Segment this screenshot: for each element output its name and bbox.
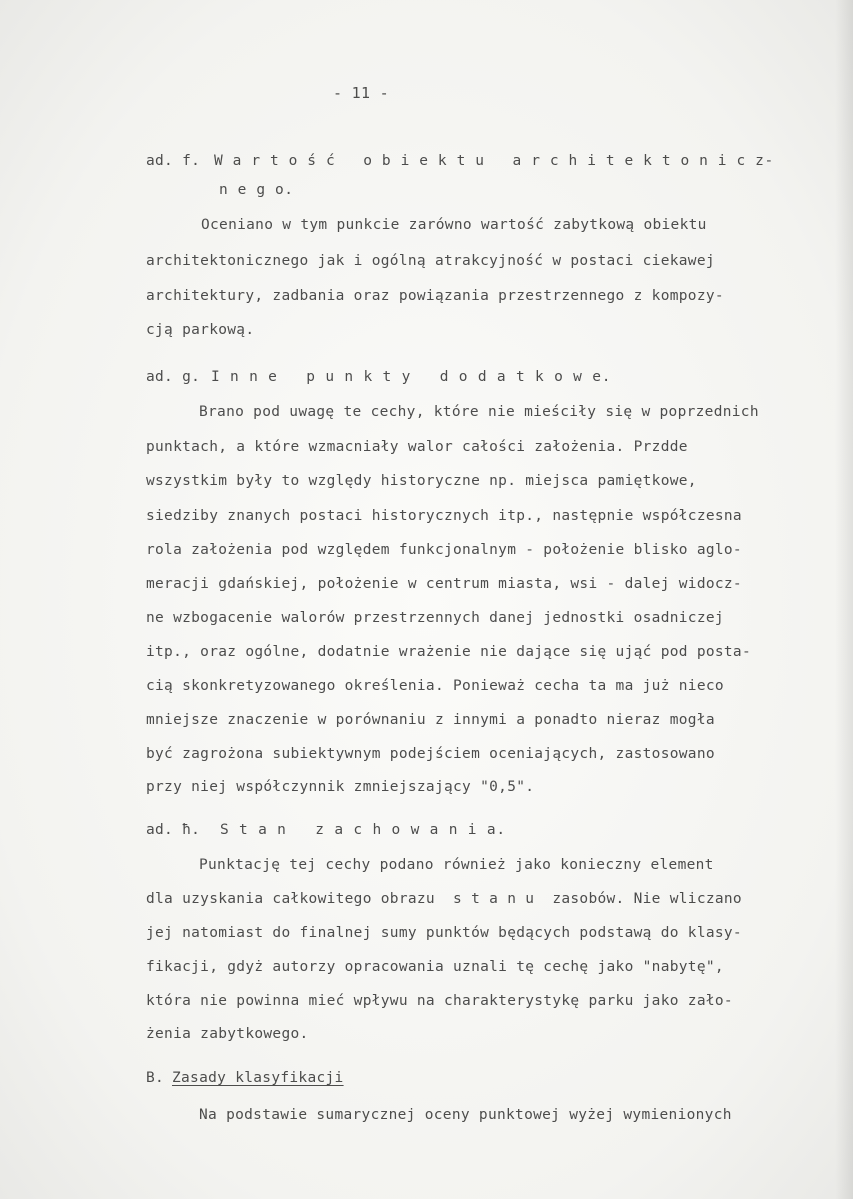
- section-g-body-line: itp., oraz ogólne, dodatnie wrażenie nie dające się ująć pod posta-: [146, 644, 751, 660]
- section-g-body-line: cią skonkretyzowanego określenia. Ponieważ cecha ta ma już nieco: [146, 678, 724, 694]
- section-h-body-line: jej natomiast do finalnej sumy punktów będących podstawą do klasy-: [146, 925, 742, 941]
- section-g-body-line: meracji gdańskiej, położenie w centrum miasta, wsi - dalej widocz-: [146, 576, 742, 592]
- section-h-body-line: Punktację tej cechy podano również jako konieczny element: [199, 857, 714, 873]
- section-b-body-line: Na podstawie sumarycznej oceny punktowej wyżej wymienionych: [199, 1107, 732, 1123]
- section-f-body-line: architektonicznego jak i ogólną atrakcyjność w postaci ciekawej: [146, 253, 715, 269]
- section-g-body-line: wszystkim były to względy historyczne np. miejsca pamiętkowe,: [146, 473, 697, 489]
- scan-shadow: [835, 0, 853, 1199]
- section-h-body-line: która nie powinna mieć wpływu na charakterystykę parku jako zało-: [146, 993, 733, 1009]
- section-h-body-line: dla uzyskania całkowitego obrazu s t a n u zasobów. Nie wliczano: [146, 891, 742, 907]
- page-number: - 11 -: [333, 84, 389, 102]
- section-g-body-line: mniejsze znaczenie w porównaniu z innymi a ponadto nieraz mogła: [146, 712, 715, 728]
- section-f-label: ad. f.: [146, 153, 201, 169]
- section-g-body-line: przy niej współczynnik zmniejszający "0,5".: [146, 779, 535, 795]
- section-f-heading-line1: W a r t o ś ć o b i e k t u a r c h i t e k t o n i c z-: [214, 153, 774, 169]
- section-g-body-line: punktach, a które wzmacniały walor całości założenia. Przdde: [146, 439, 688, 455]
- section-g-body-line: rola założenia pod względem funkcjonalnym - położenie blisko aglo-: [146, 542, 742, 558]
- section-g-body-line: być zagrożona subiektywnym podejściem oceniających, zastosowano: [146, 746, 715, 762]
- section-g-body-line: siedziby znanych postaci historycznych itp., następnie współczesna: [146, 508, 742, 524]
- section-f-heading-line2: n e g o.: [219, 182, 294, 198]
- section-f-body-line: architektury, zadbania oraz powiązania przestrzennego z kompozy-: [146, 288, 724, 304]
- section-f-body-line: Oceniano w tym punkcie zarówno wartość zabytkową obiektu: [201, 217, 707, 233]
- section-h-heading: S t a n z a c h o w a n i a.: [220, 822, 506, 838]
- section-h-label: ad. ħ.: [146, 822, 201, 838]
- section-f-body-line: cją parkową.: [146, 322, 255, 338]
- section-h-body-line: fikacji, gdyż autorzy opracowania uznali tę cechę jako "nabytę",: [146, 959, 724, 975]
- section-b-heading: Zasady klasyfikacji: [172, 1070, 344, 1086]
- section-b-label: B.: [146, 1070, 165, 1086]
- section-g-body-line: Brano pod uwagę te cechy, które nie mieściły się w poprzednich: [199, 404, 759, 420]
- section-g-body-line: ne wzbogacenie walorów przestrzennych danej jednostki osadniczej: [146, 610, 724, 626]
- section-g-label: ad. g.: [146, 369, 201, 385]
- section-g-heading: I n n e p u n k t y d o d a t k o w e.: [211, 369, 612, 385]
- section-h-body-line: żenia zabytkowego.: [146, 1026, 309, 1042]
